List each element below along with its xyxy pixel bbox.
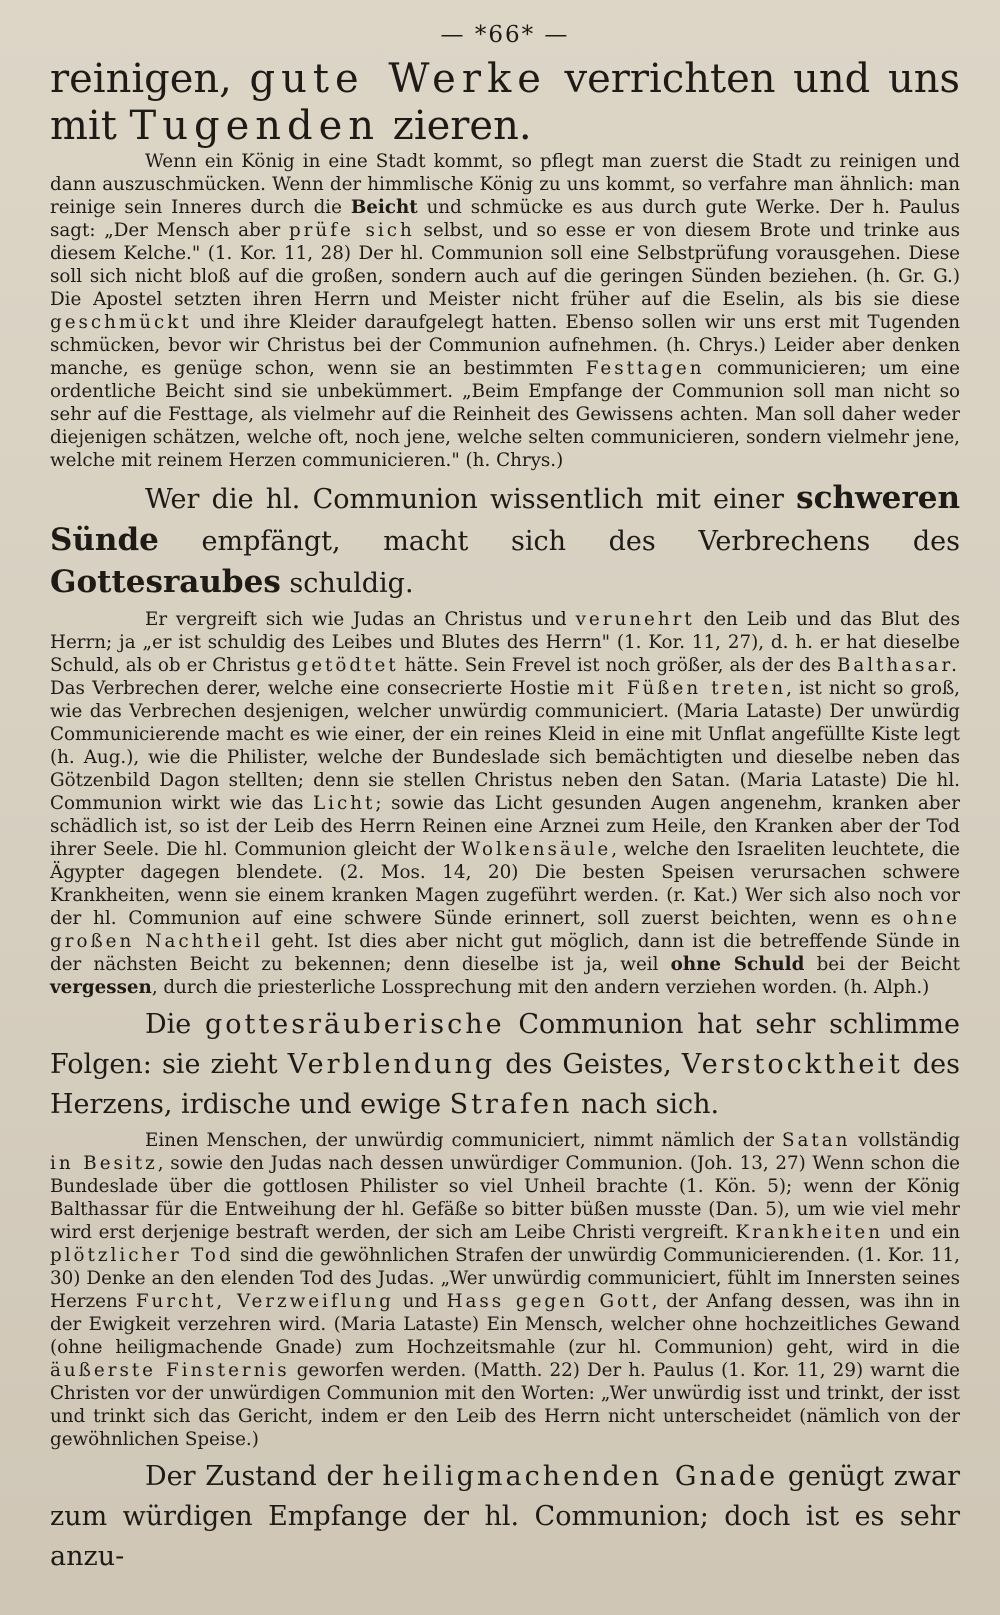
paragraph-consequences xyxy=(50,1129,960,1451)
spaced-term: Wolkensäule xyxy=(461,839,612,860)
spaced-term: geschmückt xyxy=(50,312,192,333)
spaced-term: verunehrt xyxy=(575,609,695,630)
bold-term: schweren Sünde xyxy=(50,480,960,558)
spaced-term: Licht xyxy=(313,793,376,814)
spaced-term: Verblendung xyxy=(287,1049,496,1080)
heading-text: empfängt, macht sich des Verbrechens des xyxy=(158,526,960,557)
text-run: geht. Ist dies aber nicht gut möglich, dann ist die betreffende Sünde in der nächsten Beicht zu bekennen; denn dieselbe ist ja, weil xyxy=(50,931,960,975)
heading-text: des Herzens, irdische und ewige xyxy=(50,1049,961,1120)
text-run: Einen Menschen, der unwürdig communiciert, nimmt nämlich der xyxy=(145,1130,782,1151)
section-heading-good-works xyxy=(50,56,960,150)
text-run: communicieren; um eine ordentliche Beicht sind sie unbekümmert. „Beim Empfange der Communion soll man nicht so sehr auf die Festtage, als vielmehr auf die Reinheit des Gewissens achten. Man soll daher weder diejenigen schätzen, welche oft, noch jene, welche selten communicieren, sondern vielmehr jene, welche mit reinem Herzen communicieren." (h. Chrys.) xyxy=(50,358,960,471)
spaced-term: Krankheiten xyxy=(735,1222,884,1243)
text-run: und schmücke es aus durch gute Werke. Der h. Paulus sagt: „Der Mensch aber xyxy=(50,197,960,241)
text-run: ; sowie das Licht gesunden Augen angenehm, kranken aber schädlich ist, so ist der Leib des Herrn Reinen eine Arznei zum Heile, den Kranken aber der Tod ihrer Seele. Die hl. Communion gleicht der xyxy=(50,793,960,860)
section-heading-sacrilege xyxy=(50,478,960,604)
spaced-term: prüfe sich xyxy=(288,220,415,241)
heading-text: Wer die hl. Communion wissentlich mit einer xyxy=(145,484,797,515)
text-run: , der Anfang dessen, was ihn in der Ewigkeit verzehren wird. (Maria Lataste) Ein Mensch, welcher ohne hochzeitliches Gewand (ohne heiligmachende Gnade) zum Hochzeitsmahle (zur hl. Communion) geht, wird in die xyxy=(50,1291,960,1358)
heading-text: Der Zustand der xyxy=(145,1461,383,1492)
heading-emphasis: Tugenden xyxy=(129,103,381,149)
text-run: , durch die priesterliche Lossprechung mit den andern verziehen worden. (h. Alph.) xyxy=(151,977,930,998)
text-run: , sowie den Judas nach dessen unwürdiger Communion. (Joh. 13, 27) Wenn schon die Bundeslade über die gottlosen Philister so viel Unheil brachte (1. Kön. 5); wenn der König Balthassar für die Entweihung der hl. Gefäße so bitter büßen musste (Dan. 5), um wie viel mehr wird erst derjenige bestraft werden, der sich am Leibe Christi vergreift. xyxy=(50,1153,960,1243)
text-run: geworfen werden. (Matth. 22) Der h. Paulus (1. Kor. 11, 29) warnt die Christen vor der unwürdigen Communion mit den Worten: „Wer unwürdig isst und trinkt, der isst und trinkt sich das Gericht, indem er den Leib des Herrn nicht unterscheidet (nämlich von der gewöhnlichen Speise.) xyxy=(50,1360,960,1450)
heading-text: Communion hat sehr schlimme Folgen: sie zieht xyxy=(50,1009,961,1080)
text-run: , welche den Israeliten leuchtete, die Ägypter dagegen blendete. (2. Mos. 14, 20) Die besten Speisen verursachen schwere Krankheiten, wenn sie einem kranken Magen zugeführt werden. (r. Kat.) Wer sich also noch vor der hl. Communion auf eine schwere Sünde erinnert, soll zuerst beichten, wenn es xyxy=(50,839,960,929)
bold-term: Gottesraubes xyxy=(50,564,281,600)
page-number: — *66* — xyxy=(440,22,570,48)
text-run: und xyxy=(393,1291,447,1312)
heading-text: des Geistes, xyxy=(495,1049,682,1080)
text-run: sind die gewöhnlichen Strafen der unwürdig Communicierenden. (1. Kor. 11, 30) Denke an den elenden Tod des Judas. „Wer unwürdig communiciert, fühlt im Innersten seines Herzens xyxy=(50,1245,960,1312)
spaced-term: plötzlicher Tod xyxy=(50,1245,234,1266)
paragraph-preparation xyxy=(50,150,960,472)
spaced-term: Balthasar. xyxy=(836,655,960,676)
text-run: vollständig xyxy=(850,1130,960,1151)
bold-term: vergessen xyxy=(50,977,152,998)
section-heading-state-of-grace xyxy=(50,1457,960,1577)
spaced-term: heiligmachenden Gnade xyxy=(382,1461,779,1492)
spaced-term: getödtet xyxy=(296,655,399,676)
text-run: und ihre Kleider daraufgelegt hatten. Ebenso sollen wir uns erst mit Tugenden schmücken, bevor wir Christus bei der Communion aufnehmen. (h. Chrys.) Leider aber denken manche, es genüge schon, wenn sie an bestimmten xyxy=(50,312,960,379)
text-run: und ein xyxy=(883,1222,961,1243)
text-run: bei der Beicht xyxy=(804,954,960,975)
spaced-term: mit Füßen treten xyxy=(577,678,787,699)
heading-text: verrichten und uns mit xyxy=(50,56,960,149)
spaced-term: gottesräuberische xyxy=(205,1009,505,1040)
text-run: Wenn ein König in eine Stadt kommt, so pflegt man zuerst die Stadt zu reinigen und dann auszuschmücken. Wenn der himmlische König zu uns kommt, so verfahre man ähnlich: man reinige sein Inneres durch die xyxy=(50,151,960,218)
heading-text: reinigen, xyxy=(50,56,250,102)
paragraph-sacrilege xyxy=(50,608,960,999)
spaced-term: Festtagen xyxy=(585,358,705,379)
bold-term: ohne Schuld xyxy=(670,954,805,975)
text-run: hätte. Sein Frevel ist noch größer, als der des xyxy=(398,655,837,676)
spaced-term: Satan xyxy=(781,1130,851,1151)
spaced-term: ohne großen Nachtheil xyxy=(50,908,960,952)
bold-term: Beicht xyxy=(350,197,418,218)
spaced-term: Furcht, Verzweiflung xyxy=(135,1291,394,1312)
text-run: , ist nicht so groß, wie das Verbrechen desjenigen, welcher unwürdig communiciert. (Maria Lataste) Der unwürdig Communicierende macht es wie einer, der ein reines Kleid in eine mit Unflat angefüllte Kiste legt (h. Aug.), wie die Philister, welche der Bundeslade sich bemächtigten und dieselbe neben das Götzenbild Dagon stellten; denn sie stellen Christus neben den Satan. (Maria Lataste) Die hl. Communion wirkt wie das xyxy=(50,678,960,814)
text-run: Das Verbrechen derer, welche eine consecrierte Hostie xyxy=(50,678,578,699)
heading-text: genügt zwar zum würdigen Empfange der hl. Communion; doch ist es sehr anzu- xyxy=(50,1461,961,1572)
spaced-term: Hass gegen Gott xyxy=(446,1291,652,1312)
text-run: selbst, und so esse er von diesem Brote und trinke aus diesem Kelche." (1. Kor. 11, 28) Der hl. Communion soll eine Selbstprüfung vorausgehen. Diese soll sich nicht bloß auf die großen, sondern auch auf die geringen Sünden beziehen. (h. Gr. G.) Die Apostel setzten ihren Herrn und Meister nicht früher auf die Eselin, als bis sie diese xyxy=(50,220,960,310)
heading-text: schuldig. xyxy=(280,568,414,599)
section-heading-consequences xyxy=(50,1005,960,1125)
heading-text: nach sich. xyxy=(572,1089,720,1120)
heading-emphasis: gute Werke xyxy=(249,56,547,102)
heading-text: Die xyxy=(145,1009,205,1040)
heading-text: zieren. xyxy=(380,103,532,149)
spaced-term: äußerste Finsternis xyxy=(50,1360,290,1381)
text-run: Er vergreift sich wie Judas an Christus und xyxy=(145,609,576,630)
text-run: den Leib und das Blut des Herrn; ja „er ist schuldig des Leibes und Blutes des Herrn" (1. Kor. 11, 27), d. h. er hat dieselbe Schuld, als ob er Christus xyxy=(50,609,960,676)
spaced-term: in Besitz xyxy=(50,1153,158,1174)
spaced-term: Verstocktheit xyxy=(681,1049,903,1080)
spaced-term: Strafen xyxy=(449,1089,573,1120)
